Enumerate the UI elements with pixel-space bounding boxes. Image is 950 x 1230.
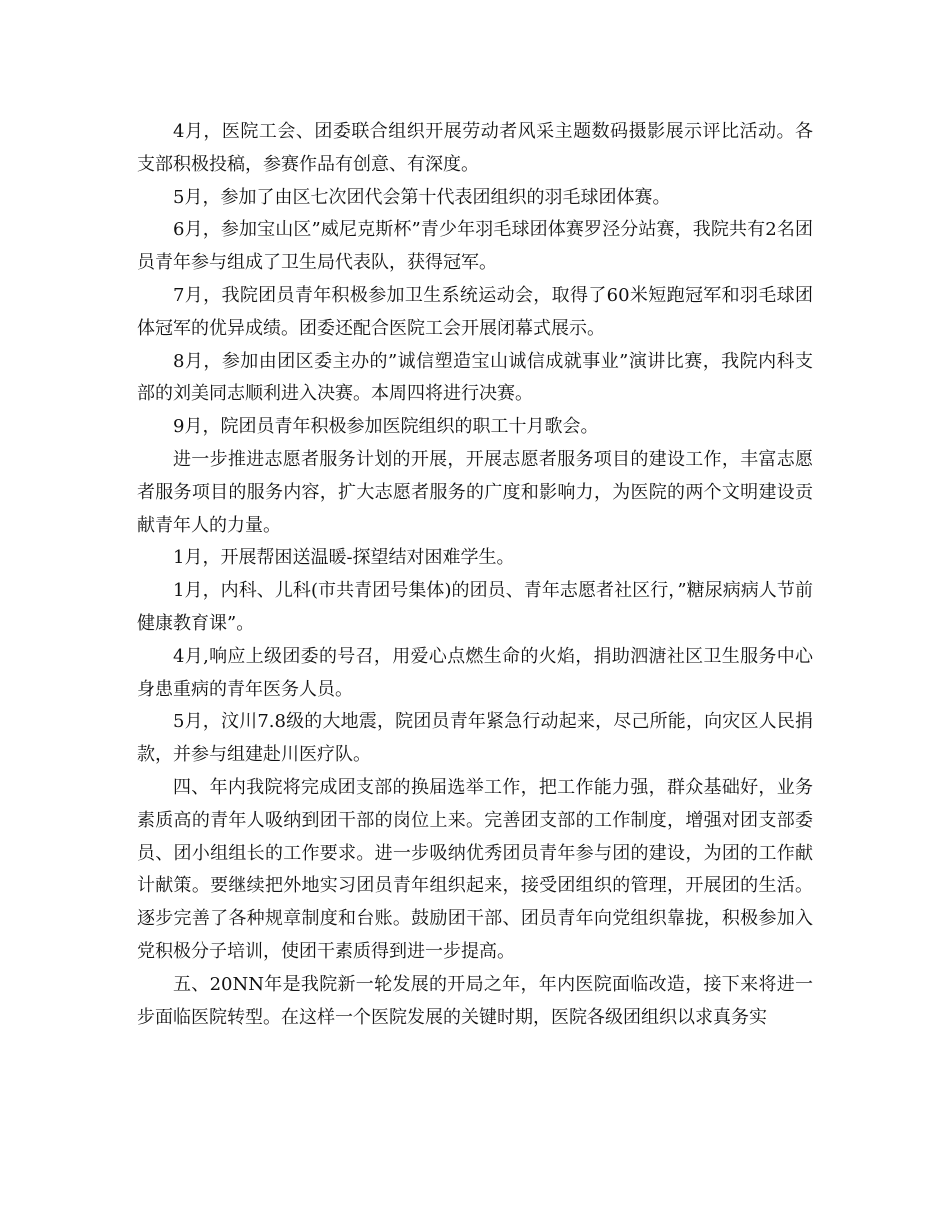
paragraph: 5月，参加了由区七次团代会第十代表团组织的羽毛球团体赛。 <box>173 186 671 208</box>
paragraph: 7月，我院团员青年积极参加卫生系统运动会，取得了60米短跑冠军和羽毛球团体冠军的优异成绩。团委还配合医院工会开展闭幕式展示。 <box>137 284 813 339</box>
paragraph: 1月，开展帮困送温暖-探望结对困难学生。 <box>173 547 515 569</box>
paragraph: 五、20NN年是我院新一轮发展的开局之年，年内医院面临改造，接下来将进一步面临医院转型。在这样一个医院发展的关键时期，医院各级团组织以求真务实 <box>137 973 813 1028</box>
paragraph: 5月，汶川7.8级的大地震，院团员青年紧急行动起来，尽己所能，向灾区人民捐款，并参与组建赴川医疗队。 <box>137 711 813 766</box>
paragraph: 4月，医院工会、团委联合组织开展劳动者风采主题数码摄影展示评比活动。各支部积极投稿，参赛作品有创意、有深度。 <box>137 121 813 175</box>
paragraph: 6月，参加宝山区”威尼克斯杯”青少年羽毛球团体赛罗泾分站赛，我院共有2名团员青年参与组成了卫生局代表队，获得冠军。 <box>137 219 813 274</box>
paragraph: 4月,响应上级团委的号召，用爱心点燃生命的火焰，捐助泗溏社区卫生服务中心身患重病的青年医务人员。 <box>137 645 813 700</box>
paragraph: 9月，院团员青年积极参加医院组织的职工十月歌会。 <box>173 416 599 438</box>
paragraph: 四、年内我院将完成团支部的换届选举工作，把工作能力强，群众基础好，业务素质高的青年人吸纳到团干部的岗位上来。完善团支部的工作制度，增强对团支部委员、团小组组长的工作要求。进一步吸纳优秀团员青年参与团的建设，为团的工作献计献策。要继续把外地实习团员青年组织起来，接受团组织的管理，开展团的生活。逐步完善了各种规章制度和台账。鼓励团干部、团员青年向党组织靠拢，积极参加入党积极分子培训，使团干素质得到进一步提高。 <box>137 776 813 962</box>
paragraph: 进一步推进志愿者服务计划的开展，开展志愿者服务项目的建设工作，丰富志愿者服务项目的服务内容，扩大志愿者服务的广度和影响力，为医院的两个文明建设贡献青年人的力量。 <box>137 448 813 536</box>
paragraph: 8月，参加由团区委主办的”诚信塑造宝山诚信成就事业”演讲比赛，我院内科支部的刘美同志顺利进入决赛。本周四将进行决赛。 <box>137 350 813 405</box>
document-body <box>137 116 813 1034</box>
paragraph: 1月，内科、儿科(市共青团号集体)的团员、青年志愿者社区行，”糖尿病病人节前健康教育课”。 <box>137 580 813 634</box>
